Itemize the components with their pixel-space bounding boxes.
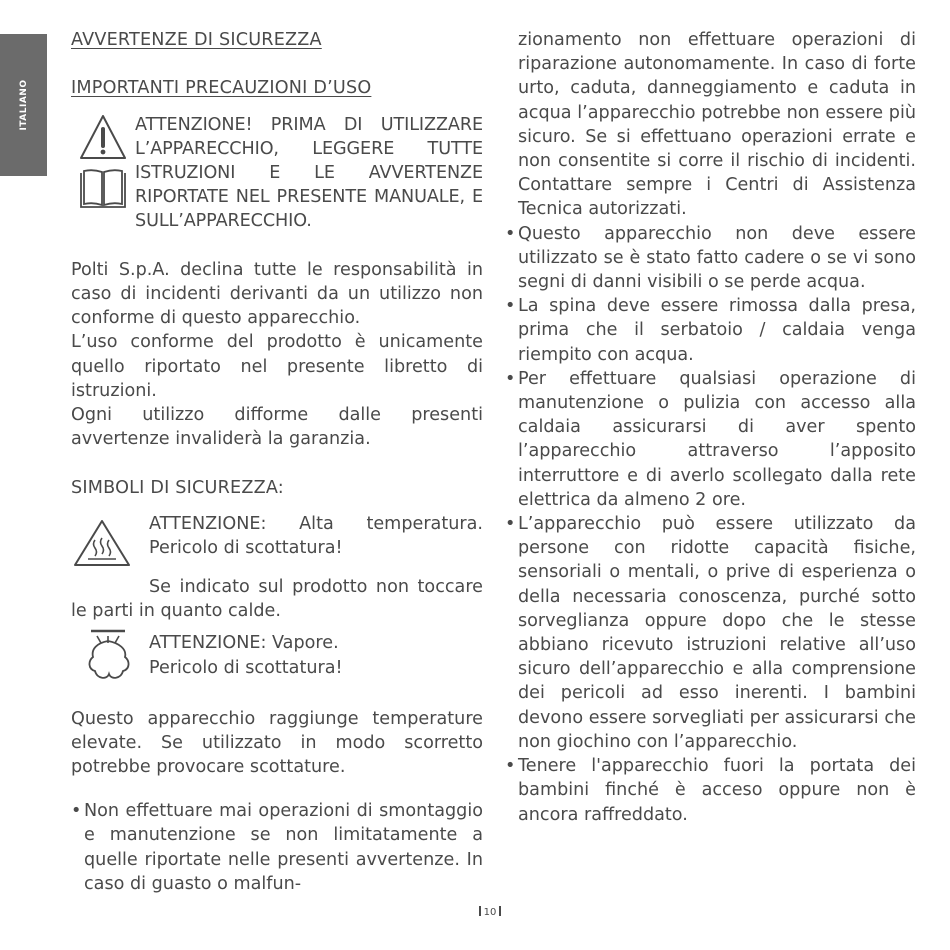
temperature-warning: Questo apparecchio raggiunge temperature elevate. Se utilizzato in modo scorretto potrebbe provocare scottature. xyxy=(71,708,483,778)
hot-surface-note: Se indicato sul prodotto non toccare le parti in quanto calde. xyxy=(71,577,483,622)
list-item: • Non effettuare mai operazioni di smontaggio e manutenzione se non limitatamente a quelle riportate nelle presenti avvertenze. In caso di guasto o malfun- xyxy=(71,799,483,896)
page-number xyxy=(0,906,950,918)
paragraph: Ogni utilizzo difforme dalle presenti avvertenze invaliderà la garanzia. xyxy=(71,405,483,450)
list-item: • L’apparecchio può essere utilizzato da persone con ridotte capacità fisiche, sensoriali o mentali, o prive di esperienza o della necessaria conoscenza, purché sotto sorveglianza oppure dopo che le stesse abbiano ricevuto istruzioni relative all’uso sicuro dell’apparecchio e alla comprensione dei pericoli ad esso inerenti. I bambini devono essere sorvegliati per assicurarsi che non giochino con l’apparecchio. xyxy=(505,512,916,754)
language-tab xyxy=(0,34,47,176)
left-bullet-list xyxy=(71,799,483,896)
list-item: • Per effettuare qualsiasi operazione di manutenzione o pulizia con accesso alla caldaia assicurarsi di aver spento l’apparecchio attraverso l’apposito interruttore e di averlo scollegato dalla rete elettrica da almeno 2 ore. xyxy=(505,367,916,512)
steam-text-line-1: ATTENZIONE: Vapore. xyxy=(149,633,339,654)
list-item: • Questo apparecchio non deve essere utilizzato se è stato fatto cadere o se vi sono segni di danni visibili o se perde acqua. xyxy=(505,222,916,295)
right-bullet-list xyxy=(505,222,916,827)
steam-text-line-2: Pericolo di scottatura! xyxy=(149,657,343,678)
subheading: IMPORTANTI PRECAUZIONI D’USO xyxy=(71,78,372,99)
hot-surface-text: ATTENZIONE: Alta temperatura. Pericolo di scottatura! xyxy=(149,513,483,559)
warning-triangle-icon xyxy=(78,113,128,161)
language-tab-label: ITALIANO xyxy=(18,79,29,131)
liability-paragraphs xyxy=(71,258,483,452)
paragraph: Polti S.p.A. declina tutte le responsabilità in caso di incidenti derivanti da un utilizzo non conforme di questo apparecchio. xyxy=(71,259,483,329)
paragraph: L’uso conforme del prodotto è unicamente quello riportato nel presente libretto di istruzioni. xyxy=(71,332,483,401)
list-item: • Tenere l'apparecchio fuori la portata dei bambini finché è acceso oppure non è ancora raffreddato. xyxy=(505,754,916,827)
hot-surface-icon xyxy=(71,518,133,568)
steam-icon xyxy=(85,627,137,683)
list-item: • La spina deve essere rimossa dalla presa, prima che il serbatoio / caldaia venga riempito con acqua. xyxy=(505,294,916,367)
page-heading: AVVERTENZE DI SICUREZZA xyxy=(71,30,322,50)
manual-book-icon xyxy=(75,167,131,211)
manual-warning-text: ATTENZIONE! PRIMA DI UTILIZZARE L’APPARECCHIO, LEGGERE TUTTE ISTRUZIONI E LE AVVERTENZE RIPORTATE NEL PRESENTE MANUALE, E SULL’APPARECCHIO. xyxy=(135,114,483,232)
right-column xyxy=(505,28,916,827)
page-number-value: 10 xyxy=(483,907,497,918)
hot-surface-symbol-block xyxy=(71,512,483,575)
manual-warning-block xyxy=(71,113,483,234)
symbols-heading: SIMBOLI DI SICUREZZA: xyxy=(71,477,284,498)
steam-symbol-block xyxy=(71,631,483,690)
left-column xyxy=(71,28,483,896)
continued-text: zionamento non effettuare operazioni di riparazione autonomamente. In caso di forte urto, caduta, danneggiamento e caduta in acqua l’apparecchio potrebbe non essere più sicuro. Se si effettuano operazioni errate e non consentite si corre il rischio di incidenti. Contattare sempre i Centri di Assistenza Tecnica autorizzati. xyxy=(518,30,916,220)
